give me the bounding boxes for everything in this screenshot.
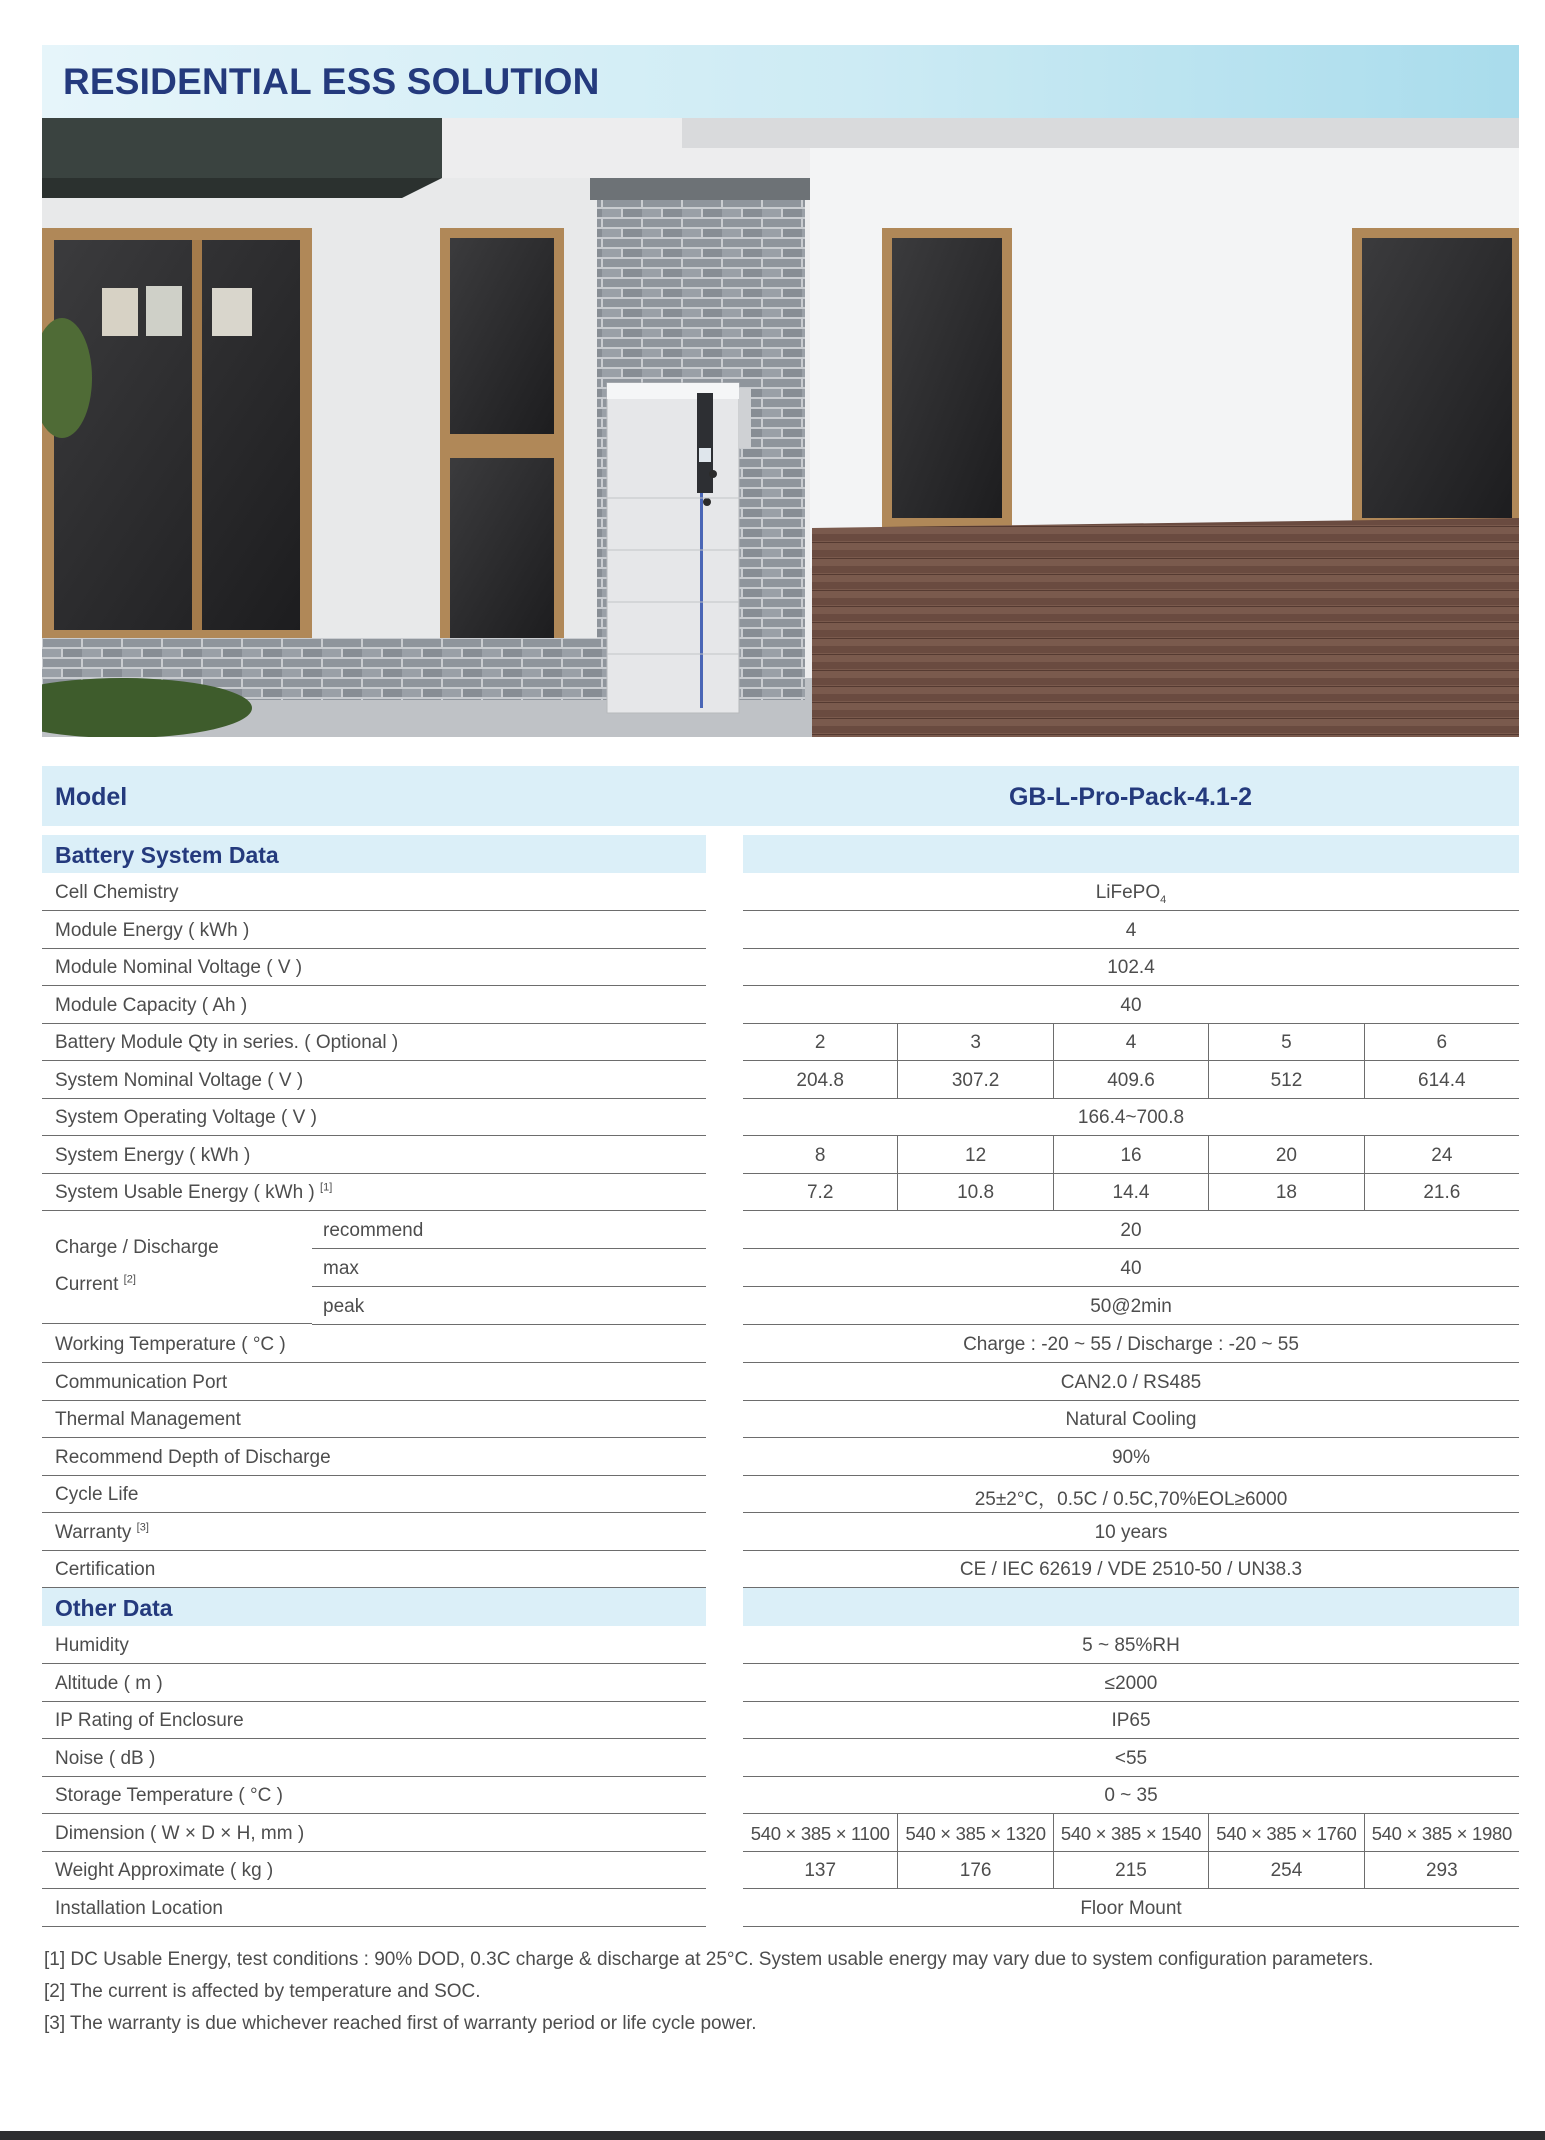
row-value-usable-energy: 7.2 10.8 14.4 18 21.6 xyxy=(743,1173,1519,1211)
row-label-usable-energy: System Usable Energy ( kWh ) [1] xyxy=(42,1173,706,1211)
row-label-dimension: Dimension ( W × D × H, mm ) xyxy=(42,1814,706,1852)
page-title: RESIDENTIAL ESS SOLUTION xyxy=(63,61,600,102)
model-header xyxy=(42,766,1519,826)
row-label-working-temp: Working Temperature ( °C ) xyxy=(42,1325,706,1363)
row-label-system-energy: System Energy ( kWh ) xyxy=(42,1136,706,1174)
row-label-cycle-life: Cycle Life xyxy=(42,1475,706,1513)
row-value-operating-voltage: 166.4~700.8 xyxy=(743,1098,1519,1136)
row-value-certification: CE / IEC 62619 / VDE 2510-50 / UN38.3 xyxy=(743,1550,1519,1588)
sublabel-peak: peak xyxy=(312,1287,706,1325)
row-label-warranty: Warranty [3] xyxy=(42,1513,706,1551)
row-label-module-energy: Module Energy ( kWh ) xyxy=(42,911,706,949)
row-label-dod: Recommend Depth of Discharge xyxy=(42,1438,706,1476)
row-label-certification: Certification xyxy=(42,1550,706,1588)
row-value-module-qty: 2 3 4 5 6 xyxy=(743,1023,1519,1061)
footnote-2: [2] The current is affected by temperature and SOC. xyxy=(44,1981,481,2002)
row-value-weight: 137 176 215 254 293 xyxy=(743,1851,1519,1889)
section-header-battery-right xyxy=(743,835,1519,873)
section-title-battery: Battery System Data xyxy=(55,842,279,868)
row-value-altitude: ≤2000 xyxy=(743,1664,1519,1702)
row-value-thermal: Natural Cooling xyxy=(743,1400,1519,1438)
row-value-max-current: 40 xyxy=(743,1249,1519,1287)
row-value-comm-port: CAN2.0 / RS485 xyxy=(743,1363,1519,1401)
row-label-system-voltage: System Nominal Voltage ( V ) xyxy=(42,1061,706,1099)
sublabel-recommend: recommend xyxy=(312,1211,706,1249)
row-value-system-voltage: 204.8 307.2 409.6 512 614.4 xyxy=(743,1061,1519,1099)
sublabel-max: max xyxy=(312,1249,706,1287)
section-header-other-right xyxy=(743,1588,1519,1626)
section-header-battery xyxy=(42,835,706,873)
row-value-module-capacity: 40 xyxy=(743,986,1519,1024)
cell-chemistry-subscript: 4 xyxy=(1160,893,1167,906)
row-label-altitude: Altitude ( m ) xyxy=(42,1664,706,1702)
charge-discharge-label-line1: Charge / Discharge xyxy=(55,1237,219,1258)
row-value-module-energy: 4 xyxy=(743,911,1519,949)
row-value-dod: 90% xyxy=(743,1438,1519,1476)
row-value-ip-rating: IP65 xyxy=(743,1701,1519,1739)
section-title-other: Other Data xyxy=(55,1595,173,1621)
row-value-peak-current: 50@2min xyxy=(743,1287,1519,1325)
row-value-cycle-life: 25±2°C，0.5C / 0.5C,70%EOL≥6000 xyxy=(743,1475,1519,1513)
product-photo xyxy=(42,118,1519,737)
footnotes xyxy=(44,1944,1373,2040)
row-label-noise: Noise ( dB ) xyxy=(42,1739,706,1777)
row-value-working-temp: Charge : -20 ~ 55 / Discharge : -20 ~ 55 xyxy=(743,1325,1519,1363)
header-banner xyxy=(42,45,1519,118)
footnote-ref-3: [3] xyxy=(136,1521,149,1534)
charge-discharge-divider xyxy=(42,1323,312,1324)
row-value-module-voltage: 102.4 xyxy=(743,948,1519,986)
row-label-cell-chemistry: Cell Chemistry xyxy=(42,873,706,911)
row-value-humidity: 5 ~ 85%RH xyxy=(743,1626,1519,1664)
row-value-recommend-current: 20 xyxy=(743,1211,1519,1249)
row-value-dimension: 540 × 385 × 1100 540 × 385 × 1320 540 × 385 × 1540 540 × 385 × 1760 540 × 385 × 1980 xyxy=(743,1814,1519,1852)
row-label-module-capacity: Module Capacity ( Ah ) xyxy=(42,986,706,1024)
row-label-storage-temp: Storage Temperature ( °C ) xyxy=(42,1776,706,1814)
footnote-ref-1: [1] xyxy=(320,1181,333,1194)
row-label-comm-port: Communication Port xyxy=(42,1363,706,1401)
row-label-thermal: Thermal Management xyxy=(42,1400,706,1438)
footnote-ref-2: [2] xyxy=(123,1273,136,1286)
model-value: GB-L-Pro-Pack-4.1-2 xyxy=(1008,783,1253,811)
row-label-module-qty: Battery Module Qty in series. ( Optional ) xyxy=(42,1023,706,1061)
row-label-module-voltage: Module Nominal Voltage ( V ) xyxy=(42,948,706,986)
footnote-1: [1] DC Usable Energy, test conditions : 90% DOD, 0.3C charge & discharge at 25°C. System usable energy may vary due to system configuration parameters. xyxy=(44,1949,1374,1970)
model-label: Model xyxy=(55,783,128,811)
row-value-warranty: 10 years xyxy=(743,1513,1519,1551)
charge-discharge-label-line2: Current [2] xyxy=(55,1273,136,1295)
footer-bar xyxy=(0,2131,1545,2140)
row-value-system-energy: 8 12 16 20 24 xyxy=(743,1136,1519,1174)
row-value-noise: <55 xyxy=(743,1739,1519,1777)
row-value-cell-chemistry xyxy=(743,873,1519,911)
row-label-weight: Weight Approximate ( kg ) xyxy=(42,1851,706,1889)
row-label-humidity: Humidity xyxy=(42,1626,706,1664)
row-label-ip-rating: IP Rating of Enclosure xyxy=(42,1701,706,1739)
row-label-installation: Installation Location xyxy=(42,1889,706,1927)
row-label-operating-voltage: System Operating Voltage ( V ) xyxy=(42,1098,706,1136)
row-value-installation: Floor Mount xyxy=(743,1889,1519,1927)
section-header-other xyxy=(42,1588,706,1626)
footnote-3: [3] The warranty is due whichever reached first of warranty period or life cycle power. xyxy=(44,2013,757,2034)
row-value-storage-temp: 0 ~ 35 xyxy=(743,1776,1519,1814)
cell-chemistry-value: LiFePO xyxy=(1095,882,1161,903)
